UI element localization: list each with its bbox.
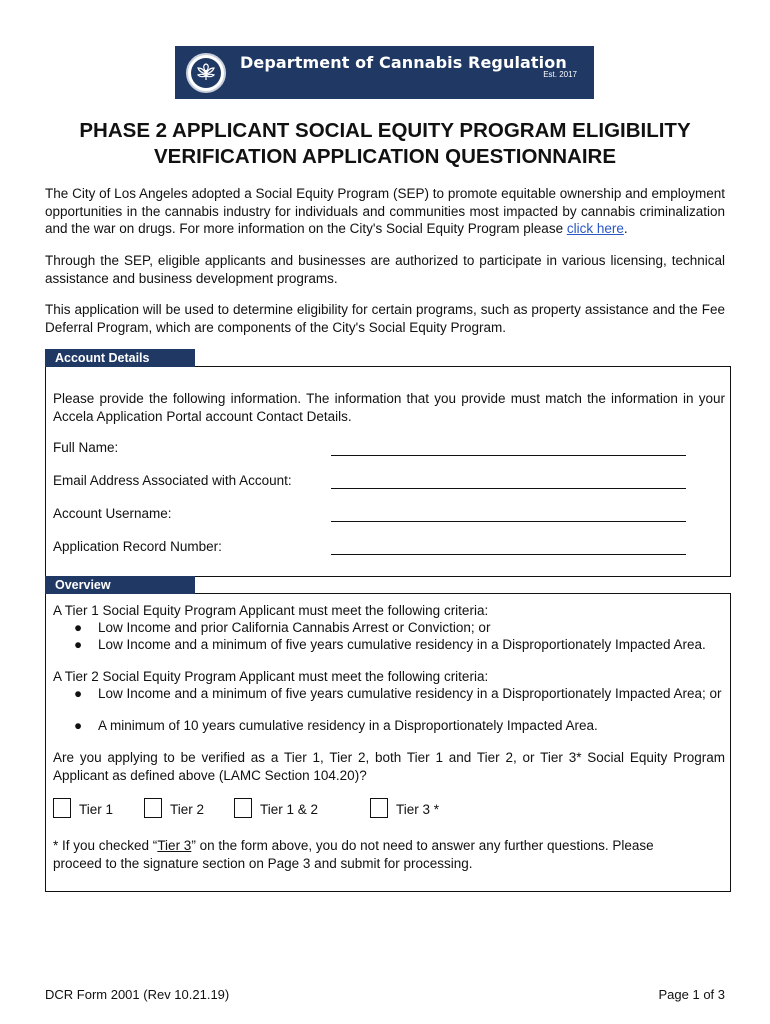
intro-paragraph-1: The City of Los Angeles adopted a Social Equity Program (SEP) to promote equitable ownership and employment opportunities in the cannabis industry for individuals and communities most impacted by cannabis criminalization and the war on drugs. For more information on the City's Social Equity Program please click here.	[45, 186, 725, 236]
tier1-and-2-checkbox[interactable]	[234, 798, 252, 818]
account-instructions: Please provide the following information. The information that you provide must match the information in your Accela Application Portal account Contact Details.	[53, 391, 725, 424]
tier1-option[interactable]	[53, 798, 113, 818]
intro-paragraph-2: Through the SEP, eligible applicants and businesses are authorized to participate in various licensing, technical assistance and business development programs.	[45, 253, 725, 286]
tier2-option[interactable]	[144, 798, 204, 818]
department-banner	[175, 46, 594, 99]
tier3-option[interactable]	[370, 798, 439, 818]
page-number: Page 1 of 3	[658, 987, 725, 1002]
tier-question: Are you applying to be verified as a Tier 1, Tier 2, both Tier 1 and Tier 2, or Tier 3* Social Equity Program Applicant as defined above (LAMC Section 104.20)?	[53, 750, 725, 783]
email-input[interactable]	[331, 488, 686, 489]
sep-info-link[interactable]: click here	[566, 221, 624, 236]
cannabis-leaf-seal-icon	[186, 53, 226, 93]
tier1-and-2-option[interactable]	[234, 798, 318, 818]
tier3-reference: Tier 3	[157, 838, 192, 853]
list-item: ● Low Income and a minimum of five years cumulative residency in a Disproportionately Impacted Area; or	[74, 686, 722, 701]
tier1-label: Tier 1	[79, 802, 114, 817]
form-title: PHASE 2 APPLICANT SOCIAL EQUITY PROGRAM ELIGIBILITY VERIFICATION APPLICATION QUESTIONNAIRE	[79, 119, 691, 168]
account-details-heading: Account Details	[45, 349, 195, 367]
list-item: ● Low Income and prior California Cannabis Arrest or Conviction; or	[74, 620, 491, 635]
tier1-checkbox[interactable]	[53, 798, 71, 818]
overview-heading: Overview	[45, 576, 195, 594]
list-item: ● Low Income and a minimum of five years cumulative residency in a Disproportionately Impacted Area.	[74, 637, 706, 652]
tier3-checkbox[interactable]	[370, 798, 388, 818]
tier2-label: Tier 2	[170, 802, 205, 817]
tier1-intro: A Tier 1 Social Equity Program Applicant must meet the following criteria:	[53, 603, 489, 618]
established-year: Est. 2017	[543, 70, 577, 79]
record-number-label: Application Record Number:	[53, 539, 222, 554]
tier3-label: Tier 3 *	[396, 802, 440, 817]
department-name: Department of Cannabis Regulation	[240, 53, 567, 72]
full-name-input[interactable]	[331, 455, 686, 456]
full-name-label: Full Name:	[53, 440, 119, 455]
record-number-input[interactable]	[331, 554, 686, 555]
username-label: Account Username:	[53, 506, 172, 521]
tier3-note: * If you checked “Tier 3” on the form above, you do not need to answer any further questions. Please proceed to the signature section on Page 3 and submit for processing.	[53, 838, 654, 871]
tier2-intro: A Tier 2 Social Equity Program Applicant must meet the following criteria:	[53, 669, 489, 684]
tier2-checkbox[interactable]	[144, 798, 162, 818]
intro-paragraph-3: This application will be used to determine eligibility for certain programs, such as property assistance and the Fee Deferral Program, which are components of the City's Social Equity Program.	[45, 302, 725, 335]
tier1-and-2-label: Tier 1 & 2	[260, 802, 319, 817]
form-revision: DCR Form 2001 (Rev 10.21.19)	[45, 987, 230, 1002]
list-item: ● A minimum of 10 years cumulative residency in a Disproportionately Impacted Area.	[74, 718, 598, 733]
username-input[interactable]	[331, 521, 686, 522]
email-label: Email Address Associated with Account:	[53, 473, 292, 488]
